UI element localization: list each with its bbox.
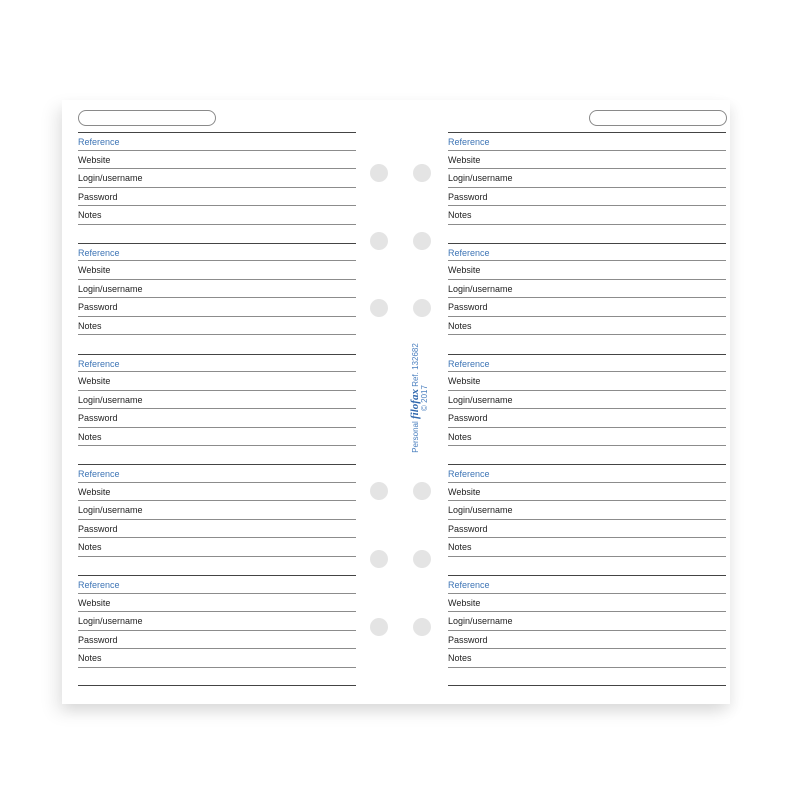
login-label: Login/username (78, 394, 143, 405)
notes-label: Notes (448, 542, 472, 553)
product-imprint (408, 342, 432, 454)
password-field[interactable] (448, 188, 726, 207)
password-entry-block (448, 243, 726, 354)
closing-rule-right (448, 685, 726, 686)
binder-hole (413, 232, 431, 250)
password-label: Password (78, 634, 118, 645)
notes-label: Notes (78, 320, 102, 331)
notes-extra-line[interactable] (448, 446, 726, 464)
notes-extra-line[interactable] (448, 225, 726, 243)
binder-hole (413, 299, 431, 317)
reference-field[interactable] (448, 464, 726, 483)
website-field[interactable] (448, 483, 726, 502)
password-field[interactable] (448, 520, 726, 539)
password-entry-block (448, 354, 726, 465)
reference-label: Reference (448, 469, 490, 480)
website-field[interactable] (448, 261, 726, 280)
password-label: Password (448, 634, 488, 645)
login-field[interactable] (448, 391, 726, 410)
website-field[interactable] (448, 594, 726, 613)
password-label: Password (78, 413, 118, 424)
notes-label: Notes (78, 210, 102, 220)
brand-logo: filofax (409, 389, 421, 419)
binder-hole (370, 482, 388, 500)
password-label: Password (448, 523, 488, 534)
password-entry-block (78, 243, 356, 354)
binder-hole (370, 164, 388, 182)
notes-extra-line[interactable] (448, 668, 726, 686)
website-field[interactable] (78, 594, 356, 613)
website-label: Website (448, 154, 481, 165)
title-label-box-left[interactable] (78, 110, 216, 126)
login-label: Login/username (448, 394, 513, 405)
notes-label: Notes (448, 653, 472, 664)
notes-extra-line[interactable] (78, 557, 356, 575)
password-field[interactable] (78, 298, 356, 317)
reference-field[interactable] (78, 575, 356, 594)
binder-hole (413, 164, 431, 182)
website-label: Website (448, 265, 481, 276)
password-entry-block (448, 575, 726, 686)
notes-field[interactable] (448, 317, 726, 336)
login-label: Login/username (448, 173, 513, 183)
reference-label: Reference (78, 580, 120, 591)
binder-hole (413, 482, 431, 500)
reference-label: Reference (448, 137, 490, 147)
login-field[interactable] (78, 612, 356, 631)
password-entry-block (78, 132, 356, 243)
website-label: Website (448, 597, 481, 608)
website-label: Website (78, 154, 111, 165)
reference-field[interactable] (78, 464, 356, 483)
password-field[interactable] (448, 631, 726, 650)
login-field[interactable] (448, 612, 726, 631)
login-label: Login/username (448, 283, 513, 294)
notes-field[interactable] (78, 649, 356, 668)
imprint-ref: Ref. 132682 (411, 343, 420, 387)
password-entry-block (78, 575, 356, 686)
reference-label: Reference (78, 137, 120, 147)
reference-field[interactable] (448, 354, 726, 373)
notes-extra-line[interactable] (448, 557, 726, 575)
reference-label: Reference (78, 469, 120, 480)
reference-label: Reference (448, 358, 490, 369)
website-label: Website (78, 265, 111, 276)
password-field[interactable] (448, 409, 726, 428)
notes-field[interactable] (78, 206, 356, 225)
reference-field[interactable] (78, 132, 356, 151)
login-field[interactable] (78, 501, 356, 520)
binder-hole (413, 618, 431, 636)
closing-rule-left (78, 685, 356, 686)
password-label: Password (78, 191, 118, 202)
login-field[interactable] (78, 280, 356, 299)
login-field[interactable] (78, 391, 356, 410)
notes-field[interactable] (78, 317, 356, 336)
website-field[interactable] (78, 151, 356, 170)
notes-extra-line[interactable] (78, 668, 356, 686)
website-field[interactable] (78, 372, 356, 391)
password-entry-block (78, 354, 356, 465)
password-label: Password (78, 523, 118, 534)
reference-field[interactable] (448, 575, 726, 594)
website-field[interactable] (448, 151, 726, 170)
reference-label: Reference (78, 358, 120, 369)
notes-label: Notes (78, 431, 102, 442)
password-field[interactable] (78, 520, 356, 539)
notes-field[interactable] (448, 206, 726, 225)
website-field[interactable] (78, 261, 356, 280)
reference-field[interactable] (448, 243, 726, 262)
password-entry-block (448, 132, 726, 243)
notes-label: Notes (78, 542, 102, 553)
login-field[interactable] (78, 169, 356, 188)
login-label: Login/username (448, 505, 513, 516)
notes-field[interactable] (448, 538, 726, 557)
login-label: Login/username (78, 173, 143, 183)
website-label: Website (448, 376, 481, 387)
imprint-copyright: © 2017 (420, 385, 429, 411)
login-label: Login/username (78, 283, 143, 294)
password-label: Password (448, 191, 488, 202)
imprint-size: Personal (411, 421, 420, 453)
reference-field[interactable] (78, 243, 356, 262)
imprint-text (411, 343, 429, 453)
password-label: Password (448, 302, 488, 313)
binder-hole (413, 550, 431, 568)
notes-field[interactable] (78, 538, 356, 557)
password-entry-block (78, 464, 356, 575)
password-field[interactable] (78, 409, 356, 428)
login-field[interactable] (448, 501, 726, 520)
login-label: Login/username (78, 616, 143, 627)
notes-label: Notes (78, 653, 102, 664)
title-label-box-right[interactable] (589, 110, 727, 126)
binder-hole (370, 232, 388, 250)
notes-field[interactable] (448, 649, 726, 668)
binder-hole (370, 299, 388, 317)
notes-extra-line[interactable] (78, 335, 356, 353)
reference-field[interactable] (448, 132, 726, 151)
reference-field[interactable] (78, 354, 356, 373)
notes-extra-line[interactable] (448, 335, 726, 353)
website-label: Website (78, 376, 111, 387)
website-field[interactable] (78, 483, 356, 502)
notes-extra-line[interactable] (78, 225, 356, 243)
reference-label: Reference (448, 580, 490, 591)
notes-field[interactable] (448, 428, 726, 447)
password-label: Password (78, 302, 118, 313)
right-column (448, 132, 726, 686)
website-field[interactable] (448, 372, 726, 391)
notes-label: Notes (448, 210, 472, 220)
password-field[interactable] (78, 631, 356, 650)
reference-label: Reference (78, 247, 120, 258)
notes-field[interactable] (78, 428, 356, 447)
website-label: Website (78, 597, 111, 608)
password-field[interactable] (448, 298, 726, 317)
login-label: Login/username (448, 616, 513, 627)
website-label: Website (78, 486, 111, 497)
notes-extra-line[interactable] (78, 446, 356, 464)
reference-label: Reference (448, 247, 490, 258)
binder-hole (370, 618, 388, 636)
password-label: Password (448, 413, 488, 424)
website-label: Website (448, 486, 481, 497)
notes-label: Notes (448, 320, 472, 331)
password-field[interactable] (78, 188, 356, 207)
login-field[interactable] (448, 280, 726, 299)
login-label: Login/username (78, 505, 143, 516)
password-entry-block (448, 464, 726, 575)
notes-label: Notes (448, 431, 472, 442)
login-field[interactable] (448, 169, 726, 188)
left-column (78, 132, 356, 686)
binder-hole (370, 550, 388, 568)
